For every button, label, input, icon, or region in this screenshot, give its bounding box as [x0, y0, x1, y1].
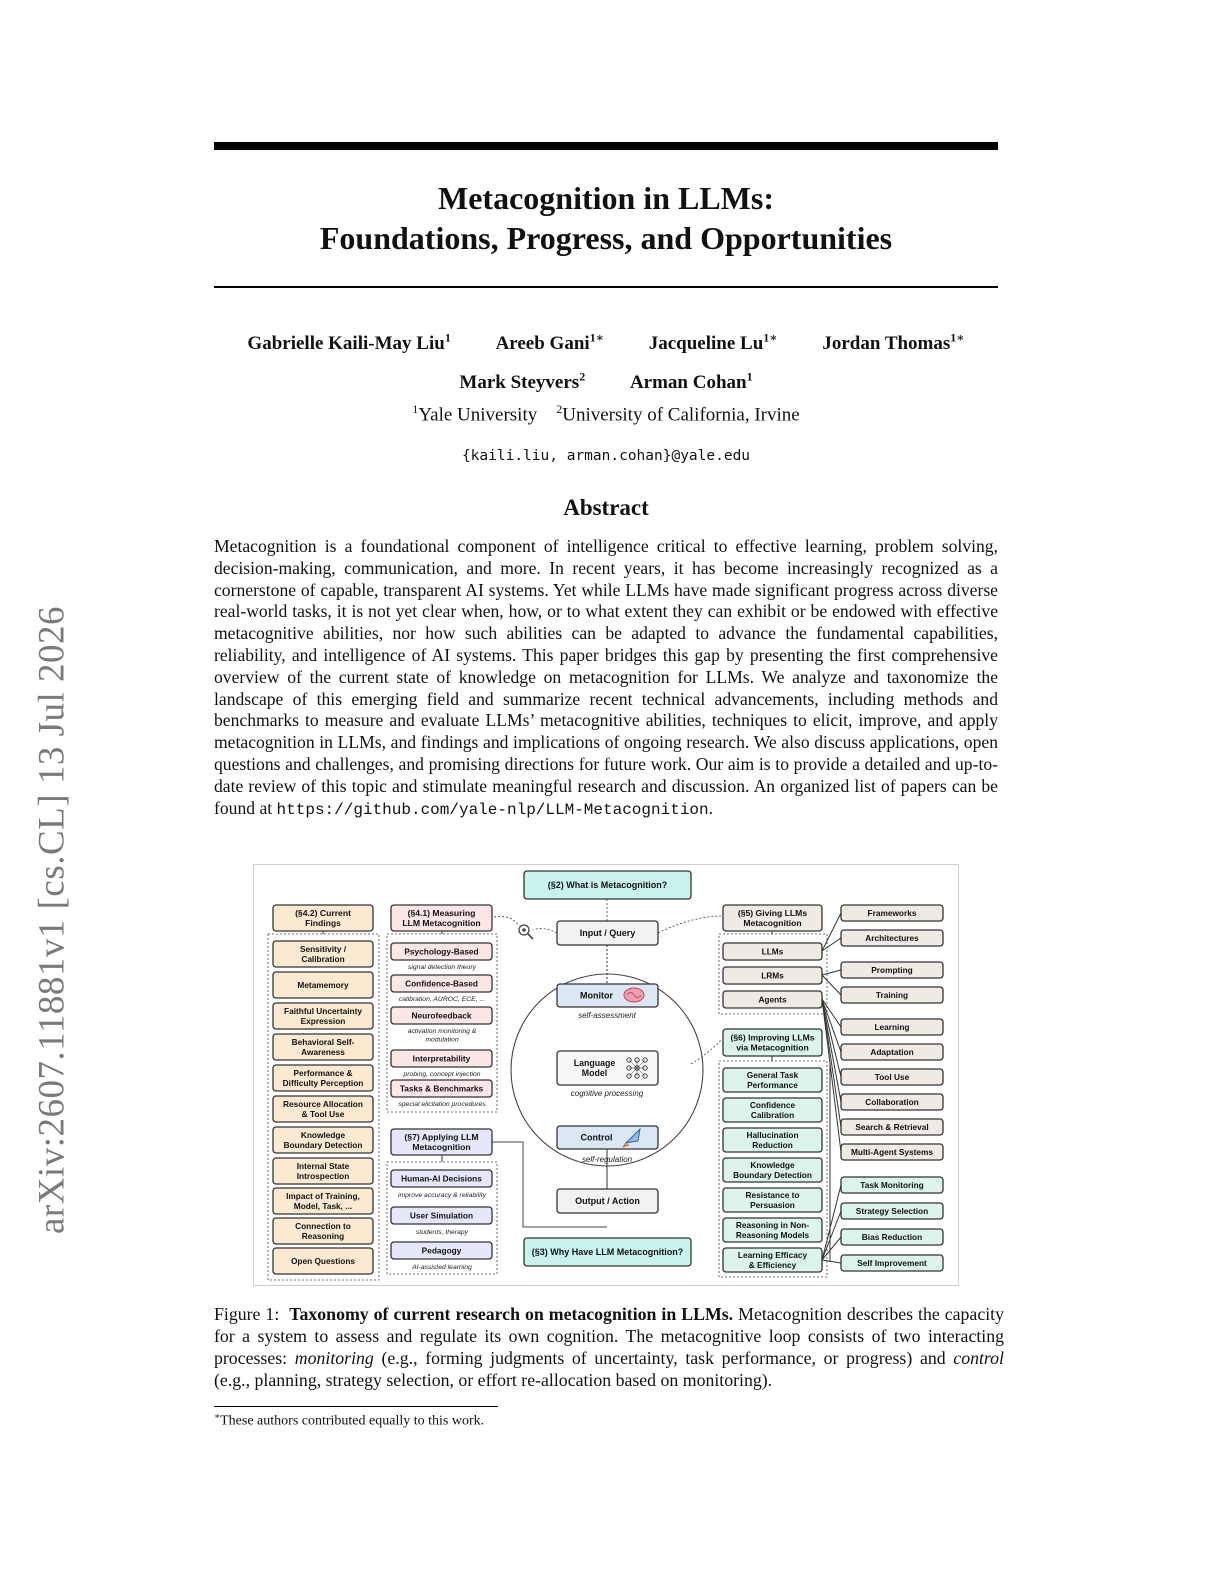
giving-header-label: Metacognition: [743, 918, 802, 929]
finding-item-10: [273, 1248, 373, 1274]
neural-network-icon: [627, 1058, 647, 1078]
control-box-label: Control: [580, 1132, 613, 1143]
measuring-note-4: special elicitation procedures: [398, 1101, 486, 1108]
improving-item-4: [723, 1188, 822, 1212]
applying-header-label: Metacognition: [412, 1142, 471, 1153]
finding-item-4: [273, 1065, 373, 1091]
arxiv-identifier: [22, 580, 82, 1260]
right-item-9: [841, 1144, 943, 1160]
improving-item-2: [723, 1128, 822, 1152]
author-row-2: [214, 360, 998, 398]
figure-caption: Figure 1: Taxonomy of current research on metacognition in LLMs. Metacognition describes the capacity for a system to assess and regulate its own cognition. The metacognitive loop consists of two interacting processes: monitoring (e.g., forming judgments of uncertainty, task performance, or progress) and control (e.g., planning, strategy selection, or effort re-allocation based on monitoring).: [214, 1304, 1005, 1390]
improving-item-0: [723, 1068, 822, 1092]
finding-item-2: [273, 1003, 373, 1029]
finding-item-6-label: Knowledge: [300, 1130, 346, 1141]
improving-item-0-label: Performance: [747, 1079, 798, 1090]
right-item-6-label: Tool Use: [874, 1071, 910, 1082]
finding-item-9-label: Connection to: [295, 1221, 351, 1232]
monitor-note: self-assessment: [578, 1011, 636, 1020]
measuring-item-0-label: Psychology-Based: [404, 946, 479, 957]
abstract-body: Metacognition is a foundational component of intelligence critical to effective learning, problem solving, decision-making, communication, and more. In recent years, it has become increasingly recognized as a cornerstone of capable, transparent AI systems. Yet while LLMs have made significant progress across diverse real-world tasks, it is not yet clear when, how, or to what extent they can exhibit or be endowed with effective metacognitive abilities, nor how such abilities can be adapted to advance the fundamental capabilities, reliability, and intelligence of AI systems. This paper bridges this gap by presenting the first comprehensive overview of the current state of knowledge on metacognition for LLMs. We analyze and taxonomize the landscape of this emerging field and summarize recent technical advancements, including methods and benchmarks to measure and evaluate LLMs’ metacognitive abilities, techniques to elicit, improve, and apply metacognition in LLMs, and findings and implications of ongoing research. We also discuss applications, open questions and challenges, and promising directions for future work. Our aim is to provide a detailed and up-to-date review of this topic and stimulate meaningful research and discussion. An organized list of papers can be found at https://github.com/yale-nlp/LLM-Metacognition.: [214, 536, 998, 819]
improving-item-1-label: Confidence: [749, 1100, 796, 1111]
output-action-box: [557, 1189, 658, 1213]
right-item-4: [841, 1019, 943, 1035]
right-item-10: [841, 1177, 943, 1193]
improving-item-4-label: Resistance to: [745, 1190, 800, 1201]
right-item-0: [841, 905, 943, 921]
finding-item-4-label: Difficulty Perception: [282, 1077, 364, 1088]
finding-item-2-label: Expression: [300, 1015, 346, 1026]
author: Gabrielle Kaili-May Liu$^1$: [247, 331, 451, 355]
caption-title: Taxonomy of current research on metacognition in LLMs.: [289, 1304, 734, 1324]
measuring-item-3-label: Interpretability: [412, 1053, 471, 1064]
finding-item-5-label: & Tool Use: [301, 1108, 345, 1119]
applying-header-label: (§7) Applying LLM: [404, 1132, 479, 1143]
measuring-note-2: modulation: [425, 1036, 459, 1044]
measuring-header: [391, 905, 492, 931]
right-item-13-label: Self Improvement: [857, 1257, 927, 1268]
improving-item-4-label: Persuasion: [750, 1199, 795, 1210]
improving-item-6-label: & Efficiency: [748, 1259, 797, 1270]
improving-item-3: [723, 1158, 822, 1182]
finding-item-3-label: Awareness: [301, 1046, 345, 1057]
why-have-metacognition-box: [524, 1238, 691, 1266]
control-box: [557, 1126, 658, 1149]
output-action-box-label: Output / Action: [575, 1196, 640, 1207]
measuring-note-3: probing, concept injection: [403, 1071, 481, 1078]
author-row-1: [214, 322, 998, 360]
right-item-10-label: Task Monitoring: [860, 1179, 924, 1190]
finding-item-6: [273, 1127, 373, 1153]
improving-item-1: [723, 1098, 822, 1122]
measuring-item-4: [391, 1080, 492, 1097]
right-item-11: [841, 1203, 943, 1219]
affiliation-yale: Yale University: [418, 404, 538, 426]
measuring-note-2: activation monitoring &: [407, 1028, 477, 1035]
footnote: ∗These authors contributed equally to this work.: [214, 1411, 485, 1429]
finding-item-10-label: Open Questions: [290, 1255, 356, 1266]
finding-item-6-label: Boundary Detection: [283, 1139, 363, 1150]
improving-item-0-label: General Task: [746, 1070, 799, 1081]
improving-item-5-label: Reasoning Models: [735, 1229, 810, 1240]
finding-item-8: [273, 1188, 373, 1214]
finding-item-5-label: Resource Allocation: [283, 1099, 363, 1110]
finding-item-1-label: Metamemory: [297, 979, 349, 990]
measuring-item-3: [391, 1050, 492, 1067]
giving-header: [723, 905, 822, 931]
measuring-item-2-label: Neurofeedback: [411, 1010, 472, 1021]
right-item-11-label: Strategy Selection: [855, 1205, 929, 1216]
measuring-note-1: calibration, AUROC, ECE, ...: [398, 996, 486, 1003]
right-item-6: [841, 1069, 943, 1085]
right-item-0-label: Frameworks: [867, 907, 917, 918]
improving-item-2-label: Reduction: [752, 1139, 793, 1150]
language-model-box-label: Model: [581, 1068, 608, 1079]
right-item-7: [841, 1094, 943, 1110]
giving-item-0: [723, 943, 822, 960]
brain-icon: [624, 988, 644, 1002]
applying-item-1-label: User Simulation: [409, 1210, 474, 1221]
right-item-1: [841, 930, 943, 946]
measuring-item-4-label: Tasks & Benchmarks: [399, 1083, 484, 1094]
author: Mark Steyvers$^2$: [459, 369, 586, 393]
improving-item-6-label: Learning Efficacy: [737, 1250, 808, 1261]
measuring-item-2: [391, 1007, 492, 1024]
author: Jordan Thomas$^{1∗}$: [822, 331, 965, 355]
finding-item-8-label: Impact of Training,: [286, 1191, 360, 1202]
applying-item-0: [391, 1170, 492, 1187]
applying-item-2: [391, 1242, 492, 1259]
title-line-2: Foundations, Progress, and Opportunities: [319, 220, 893, 256]
abstract-heading: Abstract: [563, 495, 649, 520]
title-line-1: Metacognition in LLMs:: [438, 180, 774, 216]
measuring-item-1-label: Confidence-Based: [405, 978, 478, 989]
finding-item-5: [273, 1096, 373, 1122]
applying-item-2-label: Pedagogy: [421, 1245, 462, 1256]
finding-item-7-label: Introspection: [296, 1170, 350, 1181]
finding-item-9-label: Reasoning: [301, 1230, 345, 1241]
footnote-rule: [214, 1406, 498, 1407]
improving-header: [723, 1029, 822, 1056]
right-item-5-label: Adaptation: [870, 1046, 914, 1057]
affiliations: $^1$Yale University $^2$University of California, Irvine: [412, 402, 800, 426]
author: Arman Cohan$^1$: [629, 369, 753, 393]
right-item-12: [841, 1229, 943, 1245]
applying-item-0-label: Human-AI Decisions: [401, 1173, 482, 1184]
applying-note-0: improve accuracy & reliability: [397, 1192, 487, 1199]
finding-item-0: [273, 941, 373, 967]
giving-item-1: [723, 967, 822, 984]
improving-item-3-label: Boundary Detection: [733, 1169, 812, 1180]
current-findings-header-label: (§4.2) Current: [295, 908, 351, 919]
caption-label: Figure 1:: [214, 1304, 280, 1324]
current-findings-header: [273, 905, 373, 931]
finding-item-4-label: Performance &: [293, 1068, 353, 1079]
measuring-header-label: (§4.1) Measuring: [407, 908, 476, 919]
repo-link[interactable]: https://github.com/yale-nlp/LLM-Metacognition: [276, 800, 709, 819]
improving-header-label: (§6) Improving LLMs: [730, 1032, 815, 1043]
applying-note-1: students, therapy: [415, 1229, 469, 1236]
affiliation-uci: University of California, Irvine: [562, 404, 800, 426]
improving-item-1-label: Calibration: [750, 1109, 795, 1120]
right-item-3-label: Training: [875, 989, 909, 1000]
monitor-box-label: Monitor: [580, 990, 613, 1001]
taxonomy-diagram: [253, 864, 959, 1286]
input-query-box-label: Input / Query: [579, 928, 636, 939]
author: Areeb Gani$^{1∗}$: [495, 331, 604, 355]
giving-item-2: [723, 991, 822, 1008]
measuring-item-0: [391, 943, 492, 960]
improving-item-6: [723, 1248, 822, 1272]
giving-item-0-label: LLMs: [761, 946, 784, 957]
finding-item-1: [273, 972, 373, 998]
measuring-item-1: [391, 975, 492, 992]
right-item-5: [841, 1044, 943, 1060]
right-item-3: [841, 987, 943, 1003]
finding-item-3-label: Behavioral Self-: [291, 1037, 355, 1048]
finding-item-9: [273, 1218, 373, 1244]
right-item-2-label: Prompting: [871, 964, 913, 975]
language-model-box-label: Language: [573, 1057, 616, 1068]
control-note: self-regulation: [581, 1155, 633, 1164]
finding-item-0-label: Sensitivity /: [299, 944, 347, 955]
right-item-8: [841, 1119, 943, 1135]
giving-item-1-label: LRMs: [761, 970, 784, 981]
title-top-rule: [214, 142, 998, 150]
input-query-box: [557, 921, 658, 945]
finding-item-7: [273, 1158, 373, 1184]
giving-item-2-label: Agents: [758, 994, 787, 1005]
applying-item-1: [391, 1207, 492, 1224]
language-model-note: cognitive processing: [570, 1089, 644, 1098]
right-item-9-label: Multi-Agent Systems: [850, 1146, 934, 1157]
taxonomy-figure: [253, 864, 959, 1291]
improving-item-5-label: Reasoning in Non-: [735, 1220, 810, 1231]
right-item-8-label: Search & Retrieval: [855, 1121, 929, 1132]
improving-header-label: via Metacognition: [736, 1042, 809, 1053]
right-item-2: [841, 962, 943, 978]
finding-item-7-label: Internal State: [296, 1161, 350, 1172]
author: Jacqueline $Lu^{1∗}$: [648, 331, 778, 355]
finding-item-3: [273, 1034, 373, 1060]
right-item-13: [841, 1255, 943, 1271]
giving-header-label: (§5) Giving LLMs: [737, 908, 808, 919]
what-is-metacognition-box: [524, 871, 691, 899]
measuring-note-0: signal detection theory: [407, 964, 477, 971]
title-bottom-rule: [214, 286, 998, 288]
paper-title: [214, 178, 998, 258]
right-item-4-label: Learning: [874, 1021, 910, 1032]
finding-item-0-label: Calibration: [301, 953, 345, 964]
improving-item-2-label: Hallucination: [746, 1130, 799, 1141]
right-item-1-label: Architectures: [865, 932, 919, 943]
what-is-metacognition-box-label: (§2) What is Metacognition?: [547, 880, 668, 891]
right-item-7-label: Collaboration: [865, 1096, 919, 1107]
finding-item-2-label: Faithful Uncertainty: [284, 1006, 362, 1017]
contact-email[interactable]: {kaili.liu, arman.cohan}@yale.edu: [461, 448, 751, 464]
applying-header: [391, 1129, 492, 1155]
finding-item-8-label: Model, Task, ...: [293, 1200, 353, 1211]
right-item-12-label: Bias Reduction: [861, 1231, 923, 1242]
arxiv-id-text: arXiv:2607.11881v1 [cs.CL] 13 Jul 2026: [31, 605, 73, 1235]
measuring-header-label: LLM Metacognition: [402, 918, 481, 929]
improving-item-5: [723, 1218, 822, 1242]
why-have-metacognition-box-label: (§3) Why Have LLM Metacognition?: [531, 1247, 684, 1258]
current-findings-header-label: Findings: [305, 918, 341, 929]
improving-item-3-label: Knowledge: [750, 1160, 795, 1171]
author-list: [214, 322, 998, 399]
applying-note-2: AI-assisted learning: [412, 1264, 472, 1271]
